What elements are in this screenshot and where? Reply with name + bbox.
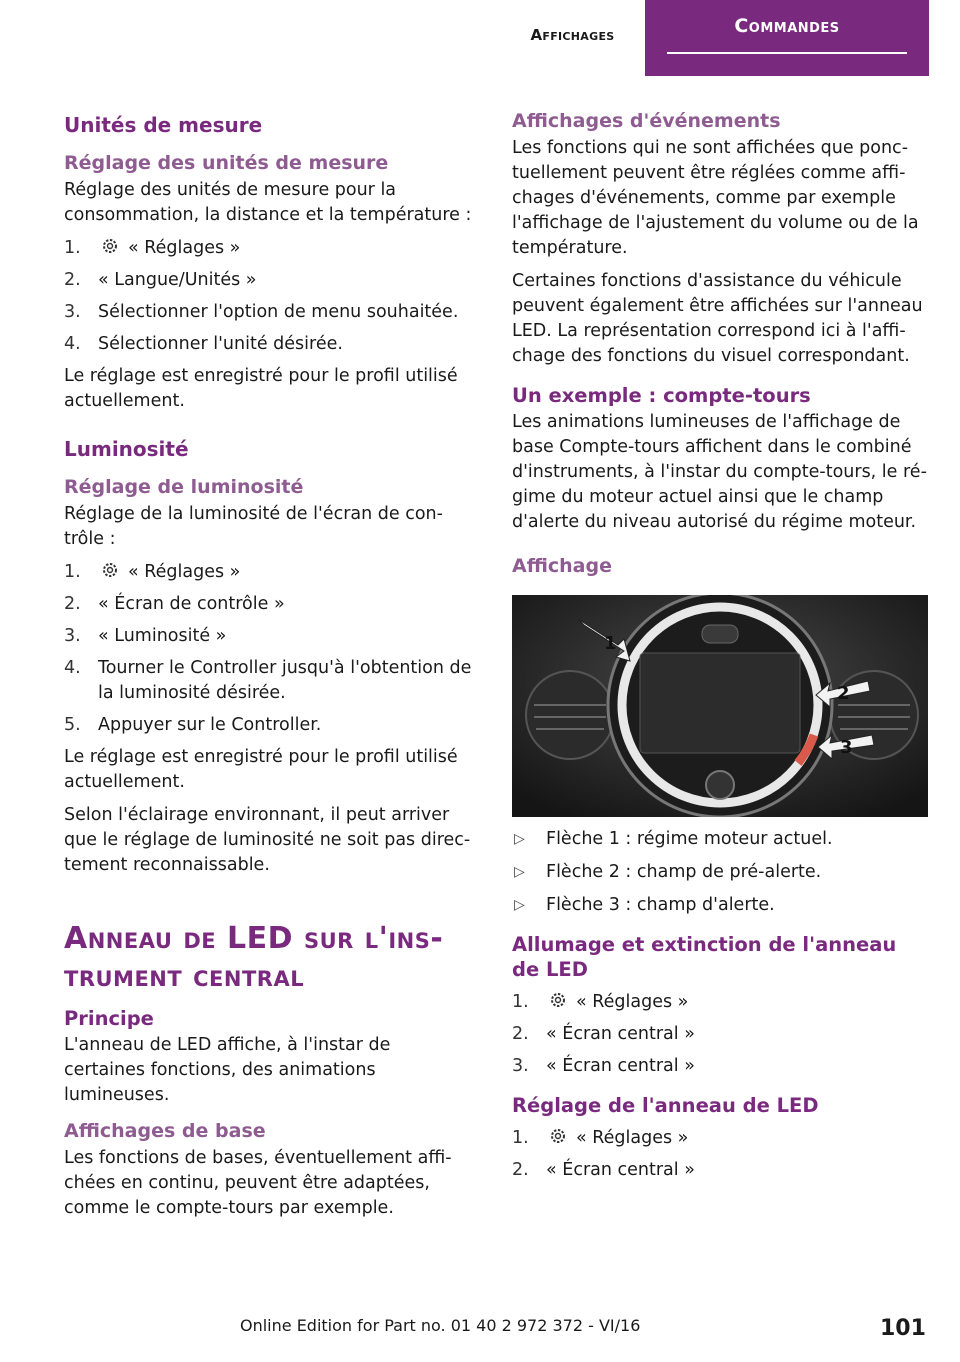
list-item: 4. Tourner le Controller jusqu'à l'obtention de la luminosité désirée. [64, 658, 472, 703]
page-number: 101 [880, 1316, 926, 1341]
section-title-brightness: Luminosité [64, 437, 189, 461]
triangle-bullet-icon: ▷ [514, 831, 525, 847]
principle-text: L'anneau de LED affiche, à l'instar de certaines fonctions, des animations lumineuses. [64, 1035, 391, 1105]
list-item: 3. Sélectionner l'option de menu souhaitée. [64, 302, 459, 322]
svg-text:2: 2 [837, 683, 850, 704]
tab-affichages[interactable]: Affichages [530, 26, 615, 44]
list-item: 3. « Luminosité » [64, 626, 227, 646]
settings-gear-icon [548, 990, 568, 1010]
events-text-1: Les fonctions qui ne sont affichées que ponctuellement peuvent être réglées comme affichages d'événements, comme par exemple l'affichage de l'ajustement du volume ou de la température. [512, 138, 919, 258]
central-instrument [608, 595, 832, 817]
led-ring-illustration [512, 595, 928, 817]
list-item: 2. « Écran central » [512, 1160, 695, 1180]
chapter-title-led-ring: Anneau de LED sur l'instrument central [64, 921, 443, 994]
brightness-intro: Réglage de la luminosité de l'écran de contrôle : [64, 504, 443, 549]
principle-title: Principe [64, 1007, 154, 1030]
units-steps [64, 236, 476, 357]
tab-commandes[interactable]: Commandes [667, 0, 907, 54]
subsection-title-units: Réglage des unités de mesure [64, 152, 389, 174]
right-column [512, 108, 930, 1190]
settings-gear-icon [100, 236, 120, 256]
list-item: 2. « Langue/Unités » [64, 270, 257, 290]
events-title: Affichages d'événements [512, 110, 781, 132]
brightness-note-1: Le réglage est enregistré pour le profil utilisé actuellement. [64, 747, 458, 792]
list-item: 1. « Réglages » [64, 238, 241, 258]
display-title: Affichage [512, 555, 612, 577]
brightness-note-2: Selon l'éclairage environnant, il peut arriver que le réglage de luminosité ne soit pas directement reconnaissable. [64, 805, 471, 875]
units-note: Le réglage est enregistré pour le profil utilisé actuellement. [64, 366, 458, 411]
list-item: 5. Appuyer sur le Controller. [64, 715, 322, 735]
base-displays-title: Affichages de base [64, 1120, 266, 1142]
adjust-steps [512, 1126, 930, 1183]
subsection-title-brightness: Réglage de luminosité [64, 476, 304, 498]
events-text-2: Certaines fonctions d'assistance du véhicule peuvent également être affichées sur l'anneau LED. La représentation correspond ici à l'affichage des fonctions du visuel correspondant. [512, 271, 923, 366]
left-column [64, 108, 476, 1229]
example-text: Les animations lumineuses de l'affichage de base Compte-tours affichent dans le combiné d'instruments, à l'instar du compte-tours, le régime du moteur actuel ainsi que le champ d'alerte du niveau autorisé du régime moteur. [512, 412, 927, 532]
svg-text:3: 3 [840, 737, 853, 758]
base-displays-text: Les fonctions de bases, éventuellement affichées en continu, peuvent être adaptées, comme le compte-tours par exemple. [64, 1148, 452, 1218]
brightness-steps [64, 560, 476, 738]
settings-gear-icon [548, 1126, 568, 1146]
list-item: ▷ Flèche 3 : champ d'alerte. [512, 893, 930, 918]
list-item: 1. « Réglages » [512, 1128, 689, 1148]
air-vent-left [526, 671, 614, 759]
svg-text:1: 1 [604, 633, 617, 654]
adjust-title: Réglage de l'anneau de LED [512, 1094, 819, 1117]
tab-commandes-bar [645, 0, 929, 76]
list-item: 2. « Écran central » [512, 1024, 695, 1044]
section-title-units: Unités de mesure [64, 113, 263, 137]
edition-footer: Online Edition for Part no. 01 40 2 972 372 - VI/16 [240, 1316, 641, 1335]
example-title: Un exemple : compte-tours [512, 384, 811, 407]
triangle-bullet-icon: ▷ [514, 864, 525, 880]
onoff-title: Allumage et extinction de l'anneau de LED [512, 933, 897, 981]
list-item: 3. « Écran central » [512, 1056, 695, 1076]
list-item: 4. Sélectionner l'unité désirée. [64, 334, 343, 354]
onoff-steps [512, 990, 930, 1079]
units-intro: Réglage des unités de mesure pour la consommation, la distance et la température : [64, 180, 472, 225]
list-item: ▷ Flèche 2 : champ de pré-alerte. [512, 860, 930, 885]
list-item: 1. « Réglages » [64, 562, 241, 582]
settings-gear-icon [100, 560, 120, 580]
list-item: ▷ Flèche 1 : régime moteur actuel. [512, 827, 930, 852]
list-item: 1. « Réglages » [512, 992, 689, 1012]
display-bullets [512, 827, 930, 918]
led-ring-photo [512, 595, 928, 817]
list-item: 2. « Écran de contrôle » [64, 594, 285, 614]
triangle-bullet-icon: ▷ [514, 897, 525, 913]
